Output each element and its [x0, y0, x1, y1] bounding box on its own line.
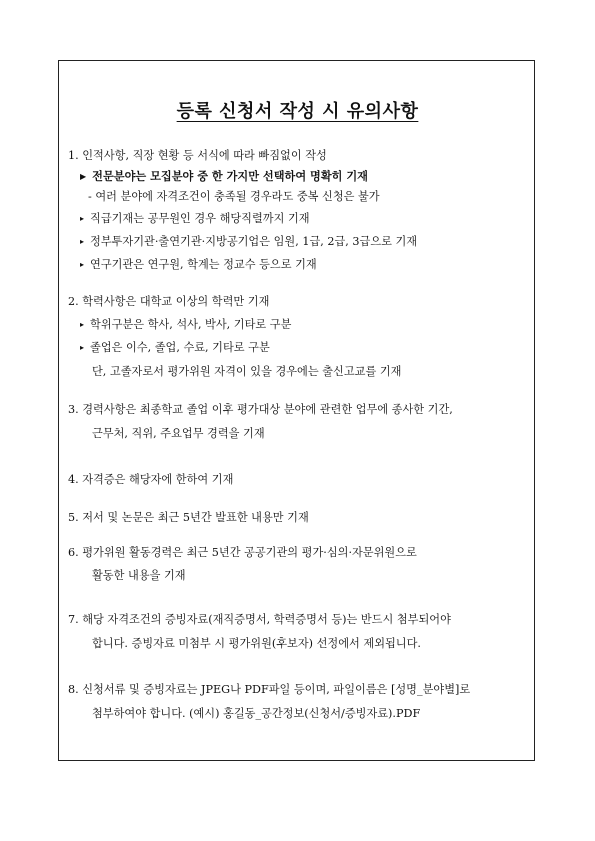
line-text: 8. 신청서류 및 증빙자료는 JPEG나 PDF파일 등이며, 파일이름은 [성명_분야별]로: [68, 683, 471, 696]
text-line: [80, 212, 310, 227]
text-line: [80, 318, 291, 333]
text-line: [80, 169, 368, 184]
text-line: [68, 149, 327, 163]
text-line: [80, 341, 270, 356]
line-text: 연구기관은 연구원, 학계는 정교수 등으로 기재: [90, 258, 317, 271]
text-line: [68, 683, 470, 697]
text-line: [92, 427, 265, 441]
text-line: [92, 637, 421, 651]
text-line: [68, 511, 309, 525]
bullet-icon: ▸: [80, 237, 85, 246]
line-text: 정부투자기관·출연기관·지방공기업은 임원, 1급, 2급, 3급으로 기재: [90, 235, 418, 248]
bullet-arrow-icon: ▶: [80, 171, 87, 181]
bullet-icon: ▸: [80, 343, 85, 352]
bullet-icon: ▸: [80, 214, 85, 223]
text-line: [68, 546, 417, 560]
line-text: 졸업은 이수, 졸업, 수료, 기타로 구분: [90, 341, 270, 354]
line-text: 5. 저서 및 논문은 최근 5년간 발표한 내용만 기재: [68, 511, 309, 524]
line-text: 합니다. 증빙자료 미첨부 시 평가위원(후보자) 선정에서 제외됩니다.: [92, 637, 421, 650]
line-text: 7. 해당 자격조건의 증빙자료(재직증명서, 학력증명서 등)는 반드시 첨부되어야: [68, 613, 451, 626]
line-text: 근무처, 직위, 주요업무 경력을 기재: [92, 427, 265, 440]
line-text: 3. 경력사항은 최종학교 졸업 이후 평가대상 분야에 관련한 업무에 종사한 기간,: [68, 403, 453, 416]
line-text: 활동한 내용을 기재: [92, 569, 186, 582]
line-text: - 여러 분야에 자격조건이 충족될 경우라도 중복 신청은 불가: [88, 190, 380, 203]
line-text: 학위구분은 학사, 석사, 박사, 기타로 구분: [90, 318, 292, 331]
text-line: [92, 569, 186, 583]
text-line: [68, 613, 451, 627]
text-line: [92, 365, 401, 379]
text-line: [92, 707, 420, 721]
text-line: [68, 295, 269, 309]
bullet-icon: ▸: [80, 320, 85, 329]
line-text: 단, 고졸자로서 평가위원 자격이 있을 경우에는 출신고교를 기재: [92, 365, 402, 378]
text-line: [68, 403, 453, 417]
text-line: [80, 235, 417, 250]
line-text: 6. 평가위원 활동경력은 최근 5년간 공공기관의 평가·심의·자문위원으로: [68, 546, 417, 559]
line-text: 2. 학력사항은 대학교 이상의 학력만 기재: [68, 295, 270, 308]
line-text: 전문분야는 모집분야 중 한 가지만 선택하여 명확히 기재: [92, 169, 368, 183]
text-line: [88, 190, 380, 204]
line-text: 첨부하여야 합니다. (예시) 홍길동_공간정보(신청서/증빙자료).PDF: [92, 707, 421, 720]
line-text: 직급기재는 공무원인 경우 해당직렬까지 기재: [90, 212, 310, 225]
page-title: 등록 신청서 작성 시 유의사항: [176, 101, 419, 122]
bullet-icon: ▸: [80, 260, 85, 269]
line-text: 4. 자격증은 해당자에 한하여 기재: [68, 473, 234, 486]
line-text: 1. 인적사항, 직장 현황 등 서식에 따라 빠짐없이 작성: [68, 149, 327, 162]
text-line: [80, 258, 317, 273]
text-line: [68, 473, 233, 487]
